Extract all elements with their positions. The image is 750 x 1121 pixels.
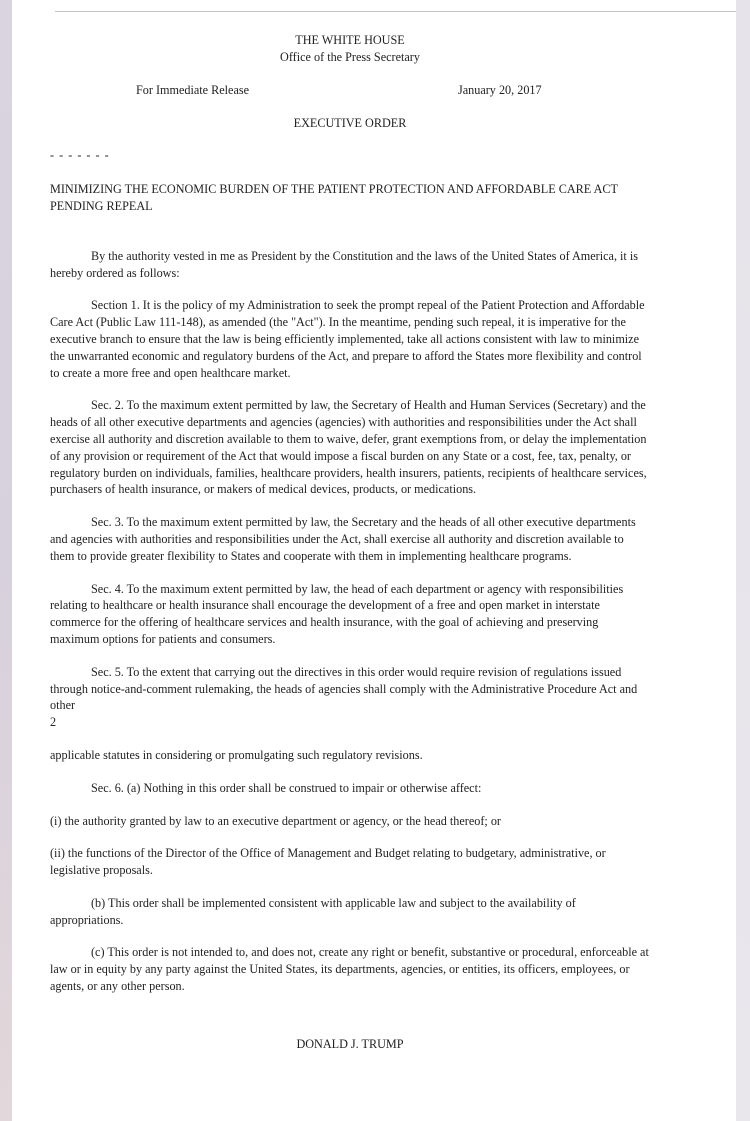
- right-page-edge: [736, 0, 750, 1121]
- release-label: For Immediate Release: [136, 82, 250, 97]
- section-6b: (b) This order shall be implemented consistent with applicable law and subject to the availability of appropriations.: [50, 895, 576, 927]
- left-page-edge: [0, 0, 12, 1121]
- section-6a-i: (i) the authority granted by law to an executive department or agency, or the head thereof; or: [50, 813, 501, 828]
- page-number: 2: [50, 715, 57, 730]
- section-3: Sec. 3. To the maximum extent permitted by law, the Secretary and the heads of all other executive departments and agencies with authorities and responsibilities under the Act, shall exercise all authority and discretion available to them to provide greater flexibility to States and cooperate with them in implementing healthcare programs.: [50, 515, 636, 563]
- document-page: [50, 32, 650, 1053]
- preamble: By the authority vested in me as President by the Constitution and the laws of the United States of America, it is hereby ordered as follows:: [50, 248, 638, 280]
- order-title: MINIMIZING THE ECONOMIC BURDEN OF THE PATIENT PROTECTION AND AFFORDABLE CARE ACT PENDING REPEAL: [50, 182, 618, 213]
- separator-dashes: - - - - - - -: [50, 148, 110, 163]
- release-row: [50, 82, 650, 99]
- document-type: EXECUTIVE ORDER: [293, 115, 407, 130]
- section-6a: Sec. 6. (a) Nothing in this order shall be construed to impair or otherwise affect:: [91, 780, 482, 795]
- section-4: Sec. 4. To the maximum extent permitted by law, the head of each department or agency with responsibilities relating to healthcare or health insurance shall encourage the development of a free and open market in interstate commerce for the offering of healthcare services and health insurance, with the goal of achieving and preserving maximum options for patients and consumers.: [50, 581, 624, 646]
- section-6a-ii: (ii) the functions of the Director of the Office of Management and Budget relating to budgetary, administrative, or legislative proposals.: [50, 846, 606, 878]
- section-2: Sec. 2. To the maximum extent permitted by law, the Secretary of Health and Human Services (Secretary) and the heads of all other executive departments and agencies (agencies) with authorities and responsibilities under the Act shall exercise all authority and discretion available to them to waive, defer, grant exemptions from, or delay the implementation of any provision or requirement of the Act that would impose a fiscal burden on any State or a cost, fee, tax, penalty, or regulatory burden on individuals, families, healthcare providers, health insurers, patients, recipients of healthcare services, purchasers of health insurance, or makers of medical devices, products, or medications.: [50, 398, 647, 497]
- section-6c: (c) This order is not intended to, and does not, create any right or benefit, substantive or procedural, enforceable at law or in equity by any party against the United States, its departments, agencies, or entities, its officers, employees, or agents, or any other person.: [50, 945, 649, 994]
- signature: DONALD J. TRUMP: [296, 1036, 404, 1051]
- release-date: January 20, 2017: [458, 82, 542, 97]
- header-office: Office of the Press Secretary: [280, 49, 420, 64]
- top-rule: [55, 11, 736, 12]
- section-5-part-1: Sec. 5. To the extent that carrying out the directives in this order would require revision of regulations issued through notice-and-comment rulemaking, the heads of agencies shall comply with the Administrative Procedure Act and other: [50, 664, 638, 713]
- header-org: THE WHITE HOUSE: [295, 33, 405, 47]
- section-5-part-2: applicable statutes in considering or promulgating such regulatory revisions.: [50, 747, 423, 762]
- section-1: Section 1. It is the policy of my Administration to seek the prompt repeal of the Patient Protection and Affordable Care Act (Public Law 111-148), as amended (the "Act"). In the meantime, pending such repeal, it is imperative for the executive branch to ensure that the law is being efficiently implemented, take all actions consistent with law to minimize the unwarranted economic and regulatory burdens of the Act, and prepare to afford the States more flexibility and control to create a more free and open healthcare market.: [50, 298, 645, 380]
